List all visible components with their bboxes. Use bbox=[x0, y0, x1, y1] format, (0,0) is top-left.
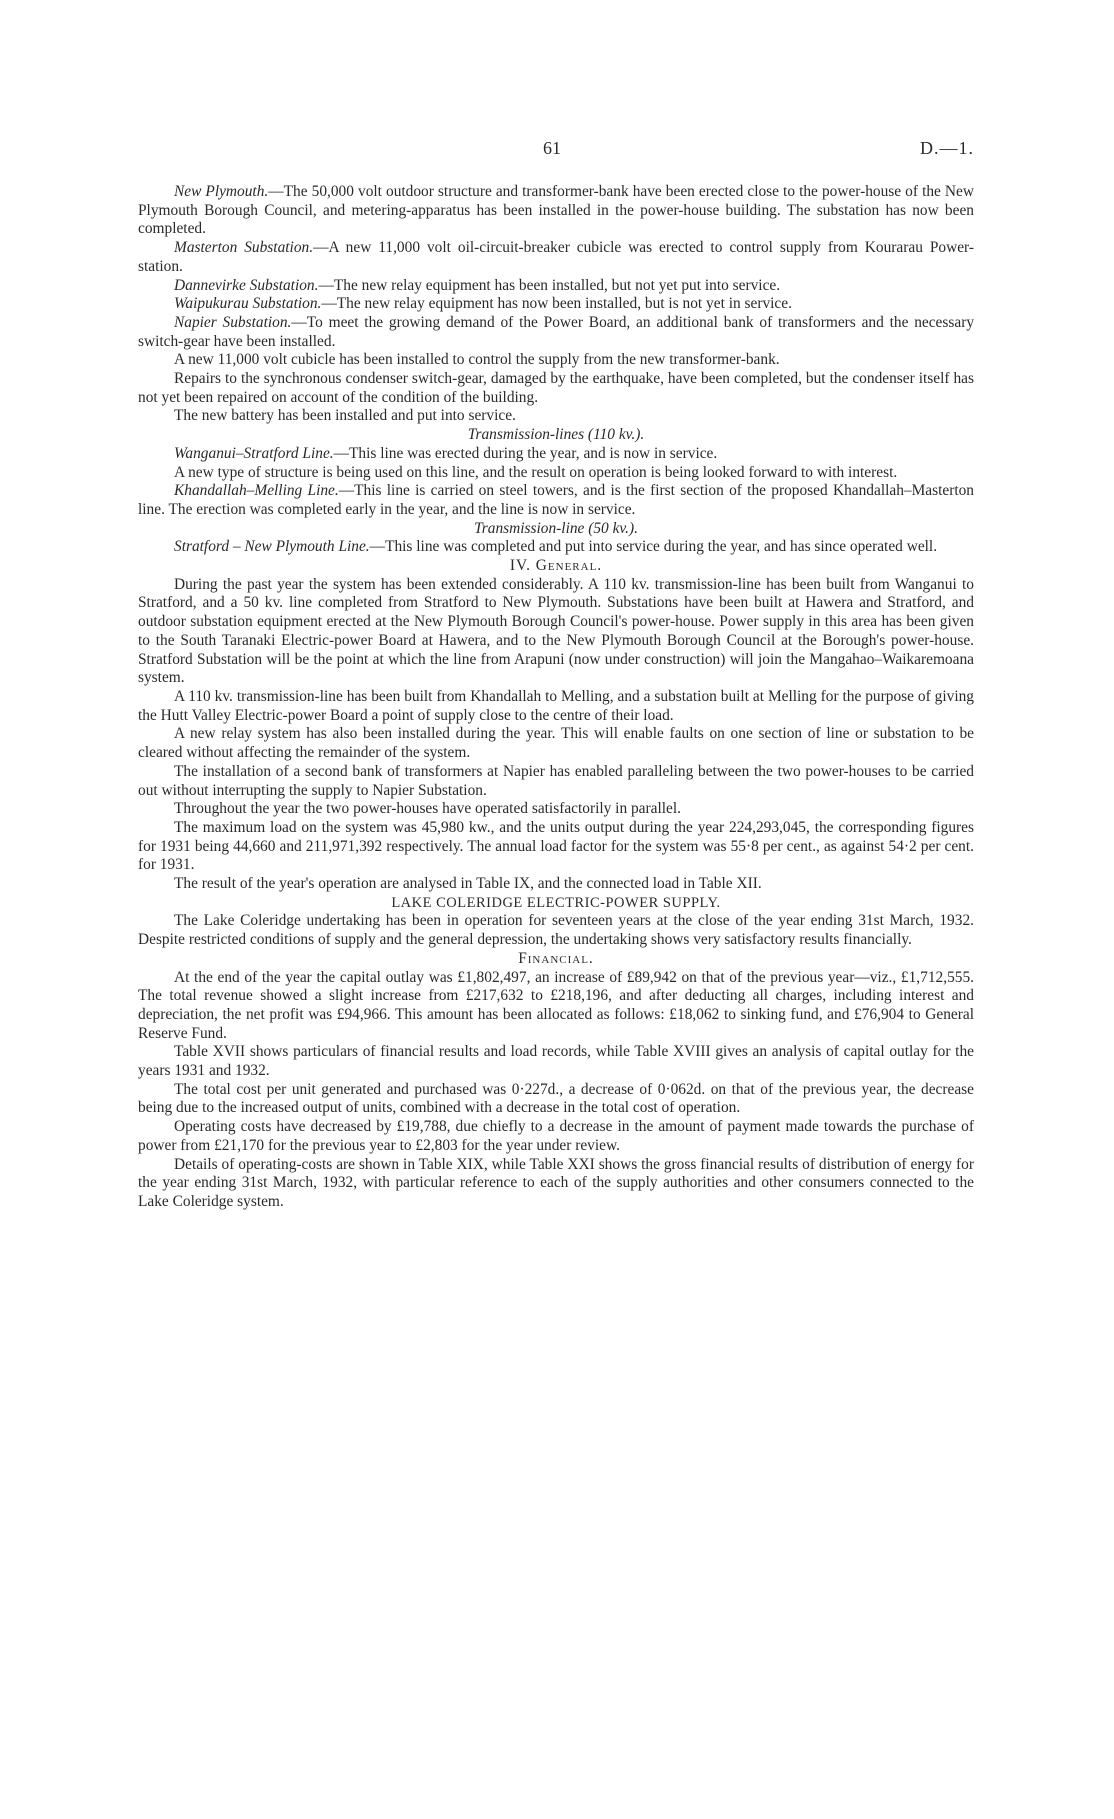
paragraph-text: —This line was erected during the year, and is now in service. bbox=[333, 444, 718, 462]
page-header bbox=[0, 138, 1114, 162]
paragraph-general: The maximum load on the system was 45,980 kw., and the units output during the year 224,293,045, the corresponding figures for 1931 being 44,660 and 211,971,392 respectively. The annual load factor for the system was 55·8 per cent., as against 54·2 per cent. for 1931. bbox=[138, 818, 974, 874]
paragraph-general: Throughout the year the two power-houses have operated satisfactorily in parallel. bbox=[174, 800, 681, 818]
paragraph-masterton bbox=[138, 239, 974, 276]
heading-transmission-50kv: Transmission-line (50 kv.). bbox=[474, 519, 638, 537]
paragraph-financial: The total cost per unit generated and purchased was 0·227d., a decrease of 0·062d. on that of the previous year, the decrease being due to the increased output of units, combined with a decrease in the total cost of operation. bbox=[138, 1080, 974, 1117]
paragraph-napier bbox=[138, 314, 974, 351]
paragraph-financial: Table XVII shows particulars of financial results and load records, while Table XVIII gives an analysis of capital outlay for the years 1931 and 1932. bbox=[138, 1043, 974, 1080]
heading-financial: Financial. bbox=[518, 949, 594, 967]
paragraph-napier-battery: The new battery has been installed and put into service. bbox=[174, 407, 516, 425]
paragraph-waipukurau bbox=[138, 295, 974, 314]
paragraph-financial: Operating costs have decreased by £19,788, due chiefly to a decrease in the amount of payment made towards the purchase of power from £21,170 for the previous year to £2,803 for the year under review. bbox=[138, 1118, 974, 1154]
paragraph-general: During the past year the system has been extended considerably. A 110 kv. transmission-line has been built from Wanganui to Stratford, and a 50 kv. line completed from Stratford to New Plymouth. Substations have been built at Hawera and Stratford, and outdoor substation equipment erected at the New Plymouth Borough Council's power-house. Power supply in this area has been given to the South Taranaki Electric-power Board at Hawera, and to the New Plymouth Borough Council at the Borough's power-house. Stratford Substation will be the point at which the line from Arapuni (now under construction) will join the Mangahao–Waikaremoana system. bbox=[138, 575, 974, 687]
subsection-title: Stratford – New Plymouth Line. bbox=[174, 538, 370, 556]
paragraph-text: —The new relay equipment has now been installed, but is not yet in service. bbox=[321, 295, 792, 313]
subsection-title: Wanganui–Stratford Line. bbox=[174, 444, 334, 462]
paragraph-financial: Details of operating-costs are shown in Table XIX, while Table XXI shows the gross financial results of distribution of energy for the year ending 31st March, 1932, with particular reference to each of the supply authorities and other consumers connected to the Lake Coleridge system. bbox=[138, 1155, 974, 1210]
paragraph-napier-repairs: Repairs to the synchronous condenser switch-gear, damaged by the earthquake, have been completed, but the condenser itself has not yet been repaired on account of the condition of the building. bbox=[138, 370, 974, 406]
paragraph-text: —The new relay equipment has been installed, but not yet put into service. bbox=[318, 276, 781, 294]
paragraph-general: The result of the year's operation are analysed in Table IX, and the connected load in Table XII. bbox=[174, 875, 762, 893]
paragraph-text: —This line is carried on steel towers, and is the first section of the proposed Khandallah–Masterton line. The erection was completed early in the year, and the line is now in service. bbox=[138, 482, 975, 518]
heading-general: IV. General. bbox=[509, 557, 603, 575]
paragraph-wanganui-structure: A new type of structure is being used on this line, and the result on operation is being looked forward to with interest. bbox=[174, 463, 898, 481]
paragraph-general: A new relay system has also been installed during the year. This will enable faults on one section of line or substation to be cleared without affecting the remainder of the system. bbox=[138, 725, 974, 762]
document-body bbox=[138, 183, 974, 1212]
paragraph-text: —The 50,000 volt outdoor structure and transformer-bank have been erected close to the power-house of the New Plymouth Borough Council, and metering-apparatus has been installed in the power-house building. The substation has now been completed. bbox=[138, 183, 974, 238]
paragraph-khandallah bbox=[138, 482, 974, 519]
paragraph-stratford bbox=[138, 538, 974, 557]
paragraph-text: —A new 11,000 volt oil-circuit-breaker cubicle was erected to control supply from Kourarau Power-station. bbox=[138, 239, 974, 275]
heading-lake-coleridge: LAKE COLERIDGE ELECTRIC-POWER SUPPLY. bbox=[391, 894, 721, 911]
subsection-title: Khandallah–Melling Line. bbox=[174, 482, 339, 500]
paragraph-text: —This line was completed and put into service during the year, and has since operated well. bbox=[369, 538, 938, 556]
paragraph-financial: At the end of the year the capital outlay was £1,802,497, an increase of £89,942 on that of the previous year—viz., £1,712,555. The total revenue showed a slight increase from £217,632 to £218,196, and after deducting all charges, including interest and depreciation, the net profit was £94,966. This amount has been allocated as follows: £18,062 to sinking fund, and £76,904 to General Reserve Fund. bbox=[138, 968, 974, 1042]
heading-transmission-110kv: Transmission-lines (110 kv.). bbox=[467, 426, 645, 444]
subsection-title: New Plymouth. bbox=[174, 183, 269, 200]
paragraph-general: The installation of a second bank of transformers at Napier has enabled paralleling between the two power-houses to be carried out without interrupting the supply to Napier Substation. bbox=[138, 762, 974, 799]
paragraph-wanganui bbox=[138, 445, 974, 464]
paragraph-napier-cubicle: A new 11,000 volt cubicle has been installed to control the supply from the new transformer-bank. bbox=[174, 351, 780, 369]
paragraph-dannevirke bbox=[138, 277, 974, 296]
paragraph-text: —To meet the growing demand of the Power Board, an additional bank of transformers and the necessary switch-gear have been installed. bbox=[138, 313, 975, 350]
paragraph-general: A 110 kv. transmission-line has been built from Khandallah to Melling, and a substation built at Melling for the purpose of giving the Hutt Valley Electric-power Board a point of supply close to the centre of their load. bbox=[138, 687, 974, 724]
subsection-title: Napier Substation. bbox=[174, 313, 292, 331]
paragraph-new-plymouth bbox=[138, 183, 974, 239]
subsection-title: Masterton Substation. bbox=[174, 239, 314, 257]
subsection-title: Waipukurau Substation. bbox=[174, 295, 322, 313]
page-number: 61 bbox=[543, 138, 561, 158]
paragraph-lake-intro: The Lake Coleridge undertaking has been in operation for seventeen years at the close of the year ending 31st March, 1932. Despite restricted conditions of supply and the general depression, the undertaking shows very satisfactory results financially. bbox=[138, 912, 974, 949]
subsection-title: Dannevirke Substation. bbox=[174, 276, 319, 294]
document-reference: D.—1. bbox=[920, 138, 974, 158]
